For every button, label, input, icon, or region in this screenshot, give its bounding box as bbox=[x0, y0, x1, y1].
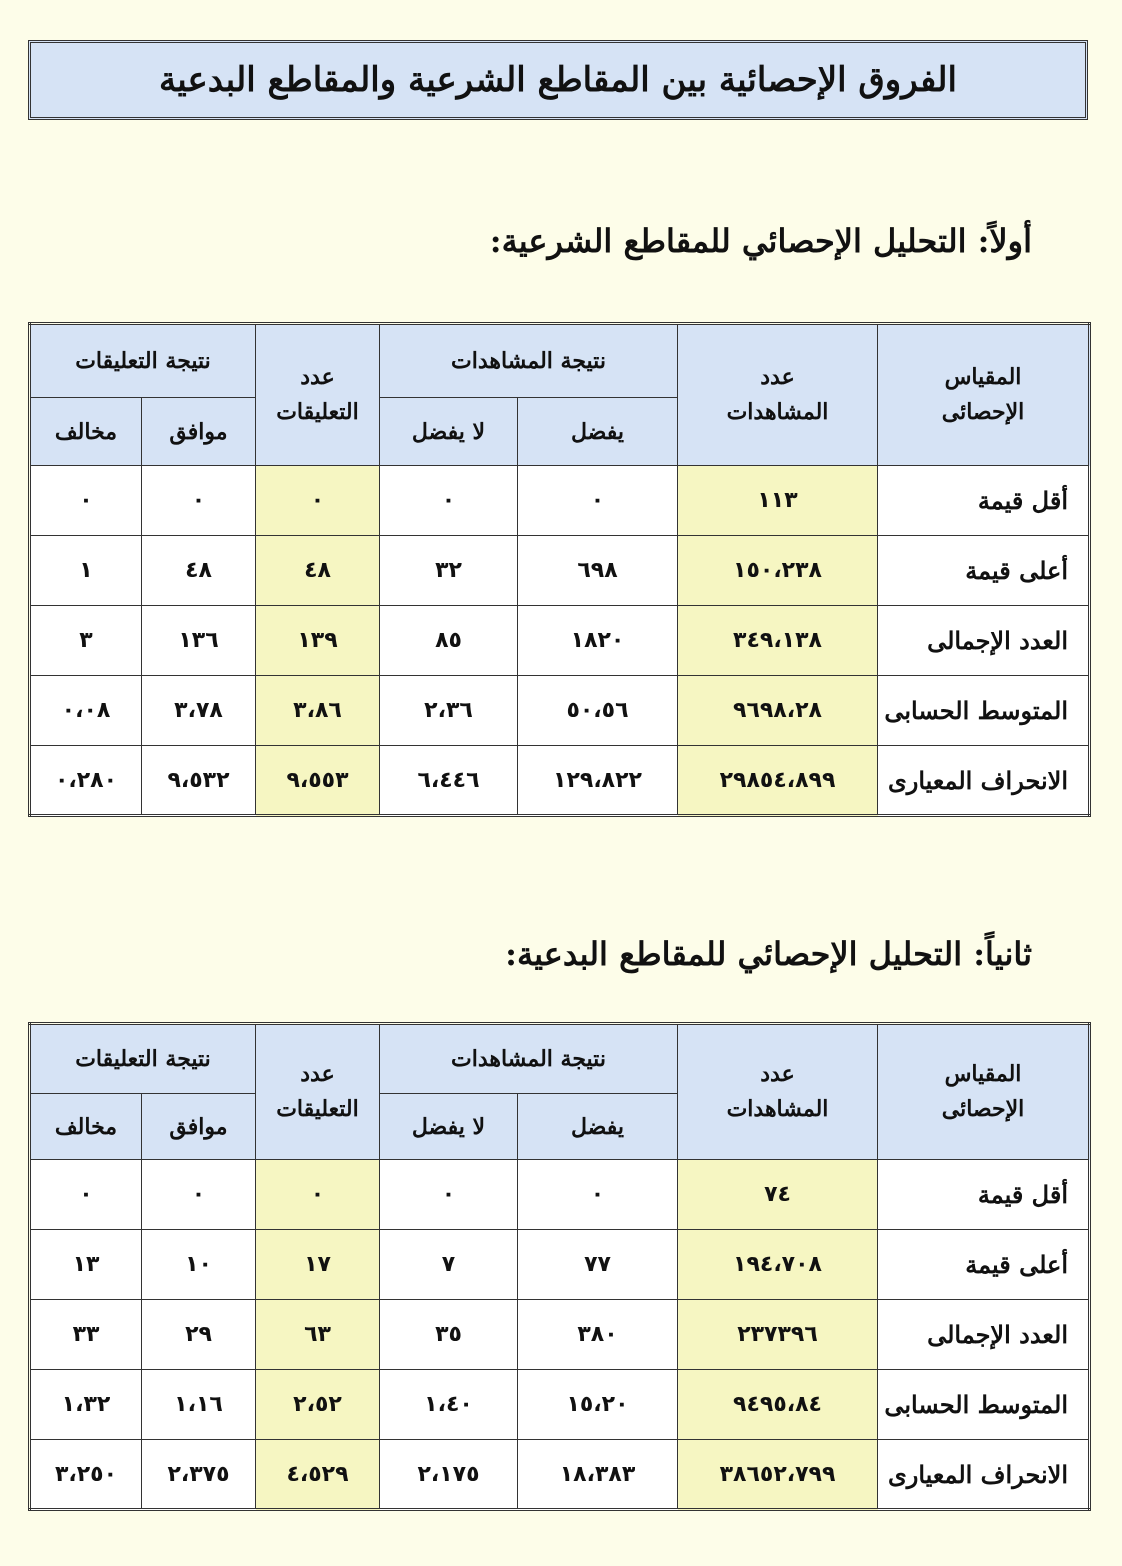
header-row-top bbox=[30, 324, 1090, 398]
comments-count-cell: ٦٣ bbox=[256, 1300, 380, 1370]
agree-cell: ٢٩ bbox=[142, 1300, 256, 1370]
agree-cell: ٠ bbox=[142, 1160, 256, 1230]
measure-cell: العدد الإجمالى bbox=[878, 606, 1090, 676]
prefer-cell: ٠ bbox=[518, 466, 678, 536]
agree-cell: ٤٨ bbox=[142, 536, 256, 606]
header-prefer: يفضل bbox=[518, 398, 678, 466]
header-comments-count: عدد التعليقات bbox=[256, 1024, 380, 1160]
views-count-cell: ٩٤٩٥،٨٤ bbox=[678, 1370, 878, 1440]
header-views-count: عدد المشاهدات bbox=[678, 1024, 878, 1160]
section-heading-shariah: أولاً: التحليل الإحصائي للمقاطع الشرعية: bbox=[489, 222, 1032, 260]
not-prefer-cell: ٠ bbox=[380, 466, 518, 536]
views-count-cell: ٢٩٨٥٤،٨٩٩ bbox=[678, 746, 878, 816]
prefer-cell: ٠ bbox=[518, 1160, 678, 1230]
not-prefer-cell: ٣٥ bbox=[380, 1300, 518, 1370]
page-title: الفروق الإحصائية بين المقاطع الشرعية والمقاطع البدعية bbox=[159, 60, 957, 100]
header-views-result: نتيجة المشاهدات bbox=[380, 1024, 678, 1094]
comments-count-cell: ١٣٩ bbox=[256, 606, 380, 676]
table-row bbox=[30, 676, 1090, 746]
agree-cell: ١،١٦ bbox=[142, 1370, 256, 1440]
disagree-cell: ١ bbox=[30, 536, 142, 606]
views-count-cell: ٣٤٩،١٣٨ bbox=[678, 606, 878, 676]
disagree-cell: ١٣ bbox=[30, 1230, 142, 1300]
agree-cell: ٩،٥٣٢ bbox=[142, 746, 256, 816]
stats-table-shariah bbox=[28, 322, 1091, 817]
comments-count-cell: ١٧ bbox=[256, 1230, 380, 1300]
table-row bbox=[30, 1160, 1090, 1230]
header-not-prefer: لا يفضل bbox=[380, 398, 518, 466]
table-row bbox=[30, 1230, 1090, 1300]
stats-table-bidah bbox=[28, 1022, 1091, 1511]
agree-cell: ١٣٦ bbox=[142, 606, 256, 676]
views-count-cell: ١٩٤،٧٠٨ bbox=[678, 1230, 878, 1300]
disagree-cell: ٣،٢٥٠ bbox=[30, 1440, 142, 1510]
measure-cell: الانحراف المعيارى bbox=[878, 746, 1090, 816]
header-row-top bbox=[30, 1024, 1090, 1094]
header-views-result: نتيجة المشاهدات bbox=[380, 324, 678, 398]
comments-count-cell: ٠ bbox=[256, 1160, 380, 1230]
table-row bbox=[30, 1370, 1090, 1440]
measure-cell: أعلى قيمة bbox=[878, 1230, 1090, 1300]
not-prefer-cell: ٦،٤٤٦ bbox=[380, 746, 518, 816]
prefer-cell: ١٨،٣٨٣ bbox=[518, 1440, 678, 1510]
comments-count-cell: ٣،٨٦ bbox=[256, 676, 380, 746]
header-prefer: يفضل bbox=[518, 1094, 678, 1160]
header-comments-result: نتيجة التعليقات bbox=[30, 324, 256, 398]
comments-count-cell: ٢،٥٢ bbox=[256, 1370, 380, 1440]
disagree-cell: ٠،٠٨ bbox=[30, 676, 142, 746]
measure-cell: المتوسط الحسابى bbox=[878, 676, 1090, 746]
header-agree: موافق bbox=[142, 398, 256, 466]
header-disagree: مخالف bbox=[30, 398, 142, 466]
not-prefer-cell: ٨٥ bbox=[380, 606, 518, 676]
views-count-cell: ١١٣ bbox=[678, 466, 878, 536]
comments-count-cell: ٤،٥٢٩ bbox=[256, 1440, 380, 1510]
prefer-cell: ٥٠،٥٦ bbox=[518, 676, 678, 746]
table-row bbox=[30, 1440, 1090, 1510]
prefer-cell: ٣٨٠ bbox=[518, 1300, 678, 1370]
comments-count-cell: ٩،٥٥٣ bbox=[256, 746, 380, 816]
views-count-cell: ٩٦٩٨،٢٨ bbox=[678, 676, 878, 746]
table-row bbox=[30, 536, 1090, 606]
header-views-count: عدد المشاهدات bbox=[678, 324, 878, 466]
agree-cell: ٢،٣٧٥ bbox=[142, 1440, 256, 1510]
disagree-cell: ٠،٢٨٠ bbox=[30, 746, 142, 816]
not-prefer-cell: ١،٤٠ bbox=[380, 1370, 518, 1440]
header-measure: المقياس الإحصائى bbox=[878, 1024, 1090, 1160]
header-disagree: مخالف bbox=[30, 1094, 142, 1160]
views-count-cell: ٧٤ bbox=[678, 1160, 878, 1230]
measure-cell: الانحراف المعيارى bbox=[878, 1440, 1090, 1510]
measure-cell: أعلى قيمة bbox=[878, 536, 1090, 606]
disagree-cell: ٣ bbox=[30, 606, 142, 676]
table-row bbox=[30, 466, 1090, 536]
prefer-cell: ٧٧ bbox=[518, 1230, 678, 1300]
measure-cell: أقل قيمة bbox=[878, 1160, 1090, 1230]
comments-count-cell: ٤٨ bbox=[256, 536, 380, 606]
disagree-cell: ١،٣٢ bbox=[30, 1370, 142, 1440]
prefer-cell: ٦٩٨ bbox=[518, 536, 678, 606]
measure-cell: المتوسط الحسابى bbox=[878, 1370, 1090, 1440]
page-title-box bbox=[28, 40, 1088, 120]
views-count-cell: ١٥٠،٢٣٨ bbox=[678, 536, 878, 606]
views-count-cell: ٢٣٧٣٩٦ bbox=[678, 1300, 878, 1370]
disagree-cell: ٠ bbox=[30, 466, 142, 536]
not-prefer-cell: ٢،٣٦ bbox=[380, 676, 518, 746]
measure-cell: العدد الإجمالى bbox=[878, 1300, 1090, 1370]
prefer-cell: ١٨٢٠ bbox=[518, 606, 678, 676]
prefer-cell: ١٥،٢٠ bbox=[518, 1370, 678, 1440]
header-comments-result: نتيجة التعليقات bbox=[30, 1024, 256, 1094]
section-heading-bidah: ثانياً: التحليل الإحصائي للمقاطع البدعية: bbox=[505, 935, 1032, 973]
not-prefer-cell: ٧ bbox=[380, 1230, 518, 1300]
prefer-cell: ١٢٩،٨٢٢ bbox=[518, 746, 678, 816]
header-measure: المقياس الإحصائى bbox=[878, 324, 1090, 466]
table-row bbox=[30, 606, 1090, 676]
header-not-prefer: لا يفضل bbox=[380, 1094, 518, 1160]
agree-cell: ٣،٧٨ bbox=[142, 676, 256, 746]
not-prefer-cell: ٢،١٧٥ bbox=[380, 1440, 518, 1510]
disagree-cell: ٣٣ bbox=[30, 1300, 142, 1370]
not-prefer-cell: ٠ bbox=[380, 1160, 518, 1230]
header-comments-count: عدد التعليقات bbox=[256, 324, 380, 466]
disagree-cell: ٠ bbox=[30, 1160, 142, 1230]
not-prefer-cell: ٣٢ bbox=[380, 536, 518, 606]
header-agree: موافق bbox=[142, 1094, 256, 1160]
table-row bbox=[30, 746, 1090, 816]
agree-cell: ٠ bbox=[142, 466, 256, 536]
comments-count-cell: ٠ bbox=[256, 466, 380, 536]
agree-cell: ١٠ bbox=[142, 1230, 256, 1300]
table-row bbox=[30, 1300, 1090, 1370]
measure-cell: أقل قيمة bbox=[878, 466, 1090, 536]
views-count-cell: ٣٨٦٥٢،٧٩٩ bbox=[678, 1440, 878, 1510]
